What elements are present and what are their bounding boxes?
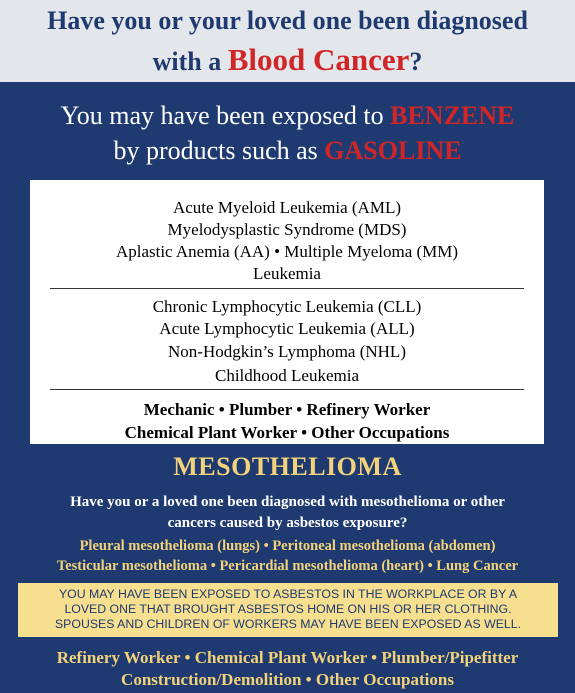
header-blood-cancer: Blood Cancer	[227, 42, 410, 77]
benzene-word: BENZENE	[390, 101, 515, 130]
benzene-line2-pre: by products such as	[113, 136, 325, 165]
benzene-line2	[10, 136, 565, 166]
condition-item: Leukemia	[253, 264, 321, 283]
warning-line: SPOUSES AND CHILDREN OF WORKERS MAY HAVE BEEN EXPOSED AS WELL.	[54, 617, 522, 631]
condition-item: Chronic Lymphocytic Leukemia (CLL)	[152, 297, 422, 316]
divider	[50, 389, 524, 390]
meso-occupation-line: Construction/Demolition • Other Occupations	[121, 670, 454, 689]
header-line2-post: ?	[409, 47, 423, 76]
mesothelioma-title: MESOTHELIOMA	[173, 452, 402, 481]
condition-item: Non-Hodgkin’s Lymphoma (NHL)	[168, 342, 406, 361]
condition-item: Aplastic Anemia (AA) • Multiple Myeloma (MM)	[115, 242, 459, 261]
header-line2	[0, 42, 575, 78]
meso-question-line2: cancers caused by asbestos exposure?	[167, 515, 408, 531]
meso-types-line1: Pleural mesothelioma (lungs) • Peritoneal mesothelioma (abdomen)	[79, 538, 496, 554]
condition-item: Childhood Leukemia	[214, 366, 359, 385]
condition-item: Acute Lymphocytic Leukemia (ALL)	[159, 319, 415, 338]
condition-item: Acute Myeloid Leukemia (AML)	[172, 198, 401, 217]
condition-item: Myelodysplastic Syndrome (MDS)	[167, 220, 407, 239]
meso-types-line2: Testicular mesothelioma • Pericardial mesothelioma (heart) • Lung Cancer	[56, 558, 519, 574]
meso-question-line1: Have you or a loved one been diagnosed with mesothelioma or other	[70, 494, 505, 510]
divider	[50, 288, 524, 289]
header-line2-pre: with a	[152, 47, 228, 76]
warning-line: LOVED ONE THAT BROUGHT ASBESTOS HOME ON HIS OR HER CLOTHING.	[64, 602, 512, 616]
meso-occupation-line: Refinery Worker • Chemical Plant Worker • Plumber/Pipefitter	[56, 648, 519, 667]
benzene-line1	[10, 101, 565, 131]
occupation-line: Mechanic • Plumber • Refinery Worker	[143, 400, 431, 419]
header-line1: Have you or your loved one been diagnosed	[47, 6, 528, 35]
gasoline-word: GASOLINE	[324, 136, 462, 165]
header-banner	[0, 0, 575, 82]
warning-line: YOU MAY HAVE BEEN EXPOSED TO ASBESTOS IN THE WORKPLACE OR BY A	[58, 587, 518, 601]
conditions-panel	[30, 180, 544, 444]
asbestos-warning	[18, 583, 558, 637]
occupation-line: Chemical Plant Worker • Other Occupations	[124, 423, 450, 442]
benzene-banner	[10, 88, 565, 176]
benzene-line1-pre: You may have been exposed to	[60, 101, 391, 130]
